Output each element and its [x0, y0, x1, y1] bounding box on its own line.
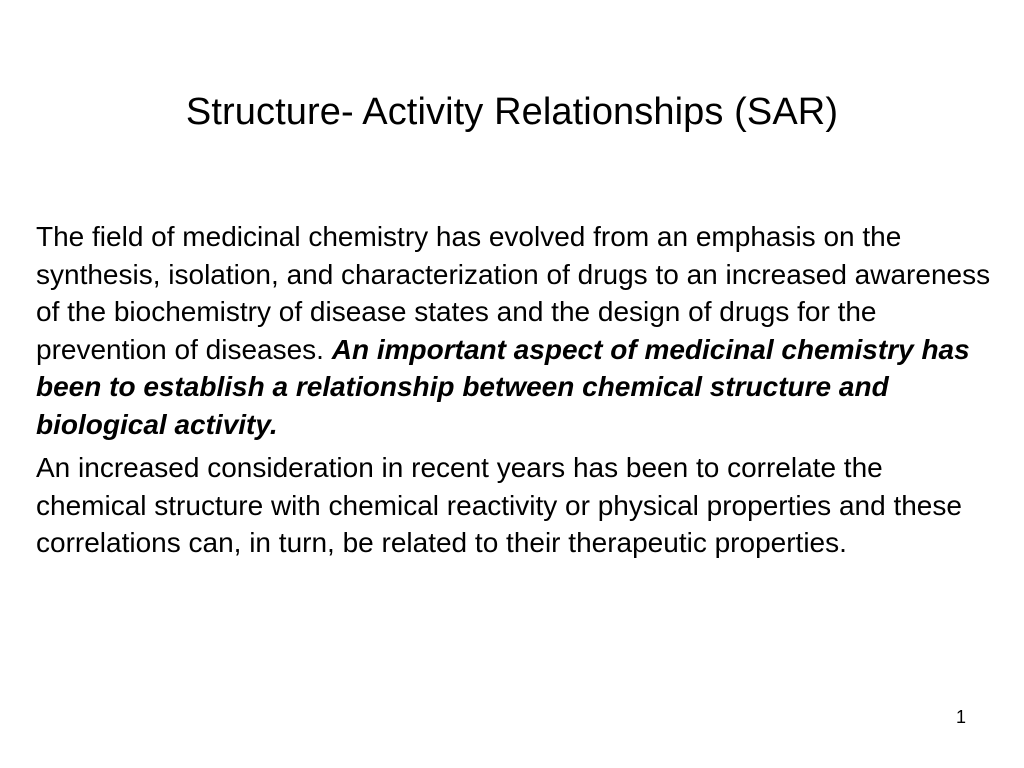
paragraph-1-emphasis: An important aspect of medicinal chemistry has been to establish a relationship between chemical structure and biological activity. — [36, 333, 970, 440]
page-number: 1 — [955, 707, 966, 727]
paragraph-1 — [36, 218, 996, 443]
paragraph-2 — [36, 449, 996, 562]
paragraph-1-text: The field of medicinal chemistry has evolved from an emphasis on the synthesis, isolation, and characterization of drugs to an increased awareness of the biochemistry of disease states and the design of drugs for the prevention of diseases. — [36, 221, 991, 365]
paragraph-2-text: An increased consideration in recent years has been to correlate the chemical structure with chemical reactivity or physical properties and these correlations can, in turn, be related to their therapeutic properties. — [36, 452, 962, 558]
slide-body — [36, 218, 996, 562]
slide-title: Structure- Activity Relationships (SAR) — [185, 91, 839, 133]
